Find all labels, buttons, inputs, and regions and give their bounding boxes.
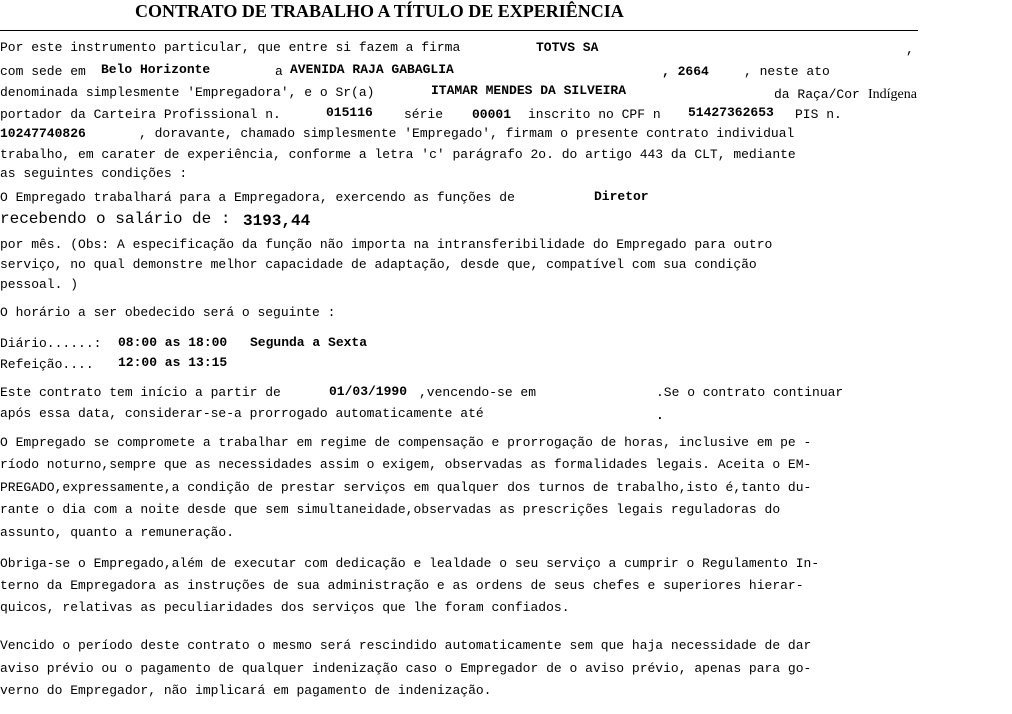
clause-3-line: verno do Empregador, não implicará em pagamento de indenização.: [0, 683, 492, 698]
ctps-number: 015116: [326, 105, 373, 120]
work-days: Segunda a Sexta: [250, 335, 368, 350]
clause-3-line: aviso prévio ou o pagamento de qualquer indenização caso o Empregador de o aviso prévio, apenas para go-: [0, 661, 812, 676]
cpf-label: inscrito no CPF n: [528, 107, 661, 122]
intro-line-5-text: , doravante, chamado simplesmente 'Empregado', firmam o presente contrato individual: [139, 126, 795, 141]
intro-line-2-end: , neste ato: [744, 64, 830, 79]
intro-line-2-text: com sede em: [0, 64, 86, 79]
clause-1-line: O Empregado se compromete a trabalhar em regime de compensação e prorrogação de horas, inclusive em pe -: [0, 435, 812, 450]
pis-label: PIS n.: [795, 107, 842, 122]
cpf-number: 51427362653: [688, 105, 774, 120]
employee-name: ITAMAR MENDES DA SILVEIRA: [431, 83, 627, 98]
term-line-1-text: Este contrato tem início a partir de: [0, 385, 281, 400]
clause-3-line: Vencido o período deste contrato o mesmo será rescindido automaticamente sem que haja necessidade de dar: [0, 638, 812, 653]
intro-line-4-text: portador da Carteira Profissional n.: [0, 107, 281, 122]
salary-label: recebendo o salário de :: [0, 210, 231, 228]
race-label: da Raça/Cor: [774, 87, 860, 102]
document-title: CONTRATO DE TRABALHO A TÍTULO DE EXPERIÊNCIA: [135, 1, 624, 21]
company-address: AVENIDA RAJA GABAGLIA: [290, 62, 454, 77]
race-value: Indígena: [868, 87, 917, 102]
daily-hours: 08:00 as 18:00: [118, 335, 228, 350]
intro-line-3-text: denominada simplesmente 'Empregadora', e o Sr(a): [0, 85, 375, 100]
company-number: , 2664: [662, 64, 709, 79]
meal-hours: 12:00 as 13:15: [118, 355, 228, 370]
pis-number: 10247740826: [0, 126, 86, 141]
clause-1-line: PREGADO,expressamente,a condição de prestar serviços em qualquer dos turnos de trabalho,isto é,tanto du-: [0, 480, 812, 495]
clause-1-line: assunto, quanto a remuneração.: [0, 525, 235, 540]
schedule-intro: O horário a ser obedecido será o seguinte :: [0, 305, 336, 320]
company-name: TOTVS SA: [536, 40, 599, 55]
intro-line-1-comma: ,: [906, 42, 914, 57]
intro-line-6-text: trabalho, em carater de experiência, conforme a letra 'c' parágrafo 2o. do artigo 443 da CLT, mediante: [0, 147, 796, 162]
title-divider: [0, 30, 918, 31]
serie-number: 00001: [472, 107, 512, 122]
daily-label: Diário......:: [0, 336, 102, 351]
start-date: 01/03/1990: [329, 384, 408, 399]
clause-1-line: ríodo noturno,sempre que as necessidades assim o exigem, observadas as formalidades legais. Aceita o EM-: [0, 457, 812, 472]
clause-2-line: terno da Empregadora as instruções de sua administração e as ordens de seus chefes e superiores hierar-: [0, 578, 804, 593]
obs-line-1: por mês. (Obs: A especificação da função não importa na intransferibilidade do Empregado para outro: [0, 237, 773, 252]
intro-line-2-a: a: [275, 64, 283, 79]
term-line-1-mid: ,vencendo-se em: [419, 385, 537, 400]
intro-line-7-text: as seguintes condições :: [0, 166, 188, 181]
clause-2-line: Obriga-se o Empregado,além de executar com dedicação e lealdade o seu serviço a cumprir o Regulamento In-: [0, 556, 820, 571]
clause-2-line: quicos, relativas as peculiaridades dos serviços que lhe foram confiados.: [0, 600, 570, 615]
meal-label: Refeição....: [0, 357, 94, 372]
company-city: Belo Horizonte: [101, 62, 211, 77]
term-line-2-text: após essa data, considerar-se-a prorrogado automaticamente até: [0, 406, 484, 421]
function-value: Diretor: [594, 189, 649, 204]
clause-1-line: rante o dia com a noite desde que sem simultaneidade,observadas as prescrições legais reguladoras do: [0, 502, 781, 517]
function-text: O Empregado trabalhará para a Empregadora, exercendo as funções de: [0, 190, 515, 205]
obs-line-3: pessoal. ): [0, 277, 79, 292]
obs-line-2: serviço, no qual demonstre melhor capacidade de adaptação, desde que, compatível com sua condição: [0, 257, 757, 272]
term-line-1-end: .Se o contrato continuar: [656, 385, 844, 400]
term-line-2-end: .: [656, 408, 664, 423]
salary-value: 3193,44: [243, 212, 311, 230]
serie-label: série: [404, 107, 444, 122]
intro-line-1-text: Por este instrumento particular, que entre si fazem a firma: [0, 40, 461, 55]
